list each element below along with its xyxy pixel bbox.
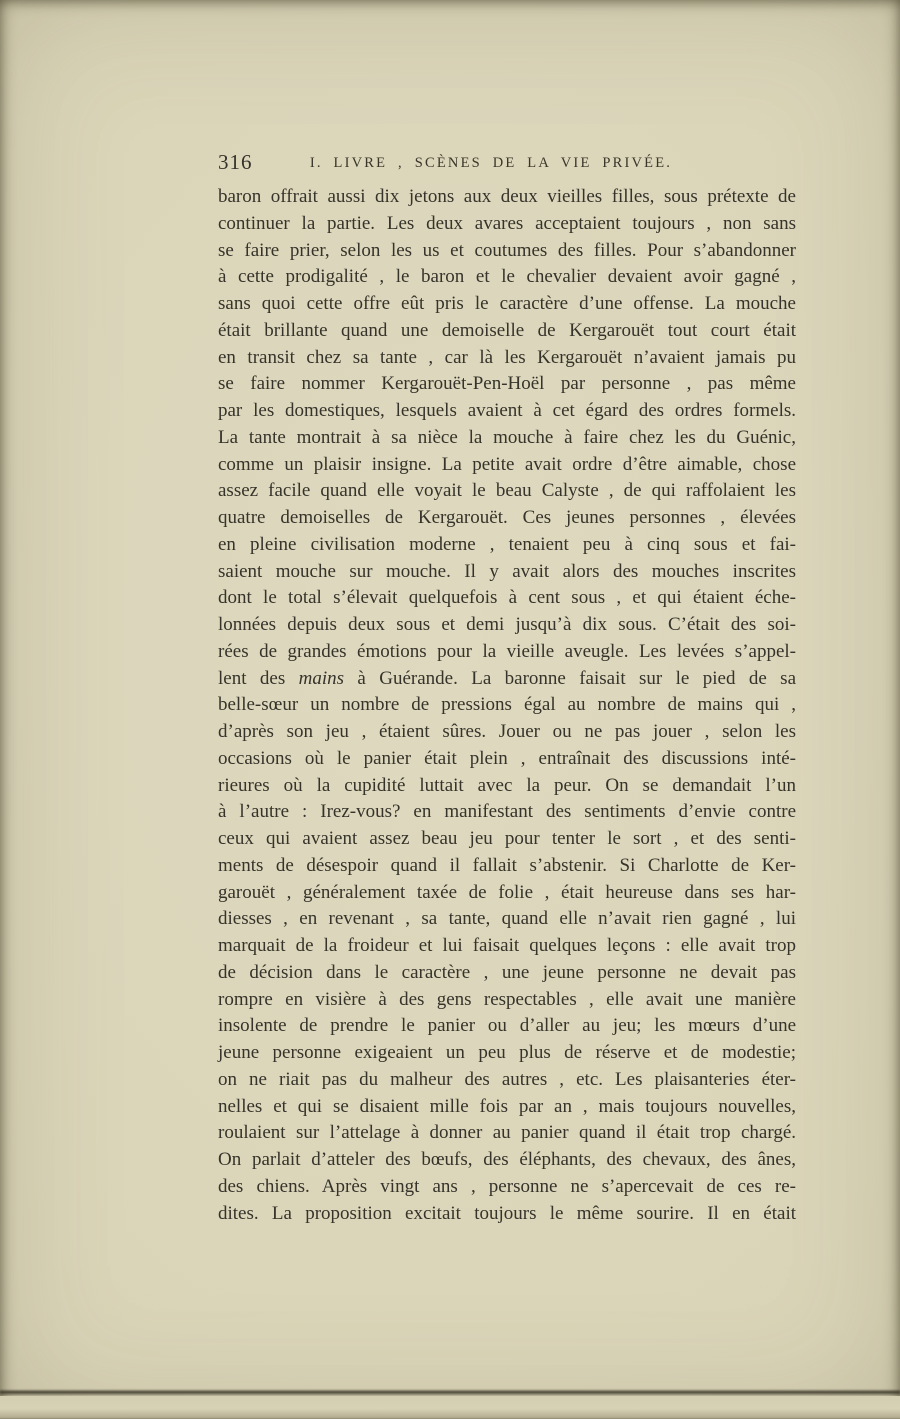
text-line: en pleine civilisation moderne , tenaient peu à cinq sous et fai- — [218, 533, 796, 555]
text-line: se faire nommer Kergarouët-Pen-Hoël par personne , pas même — [218, 373, 796, 395]
text-line: quatre demoiselles de Kergarouët. Ces jeunes personnes , élevées — [218, 507, 796, 528]
text-line: de décision dans le caractère , une jeune personne ne devait pas — [218, 961, 796, 983]
text-line: rompre en visière à des gens respectables , elle avait une manière — [218, 988, 796, 1010]
text-line: assez facile quand elle voyait le beau Calyste , de qui raffolaient les — [218, 480, 796, 502]
text-line: occasions où le panier était plein , entraînait des discussions inté- — [218, 747, 796, 769]
text-line: dites. La proposition excitait toujours le même sourire. Il en était — [218, 1202, 796, 1224]
text-line: jeune personne exigeaient un peu plus de réserve et de modestie; — [218, 1042, 796, 1063]
text-line: était brillante quand une demoiselle de Kergarouët tout court était — [218, 319, 796, 341]
text-line: belle-sœur un nombre de pressions égal au nombre de mains qui , — [218, 694, 796, 716]
text-segment: lent des — [218, 667, 299, 689]
text-line: diesses , en revenant , sa tante, quand elle n’avait rien gagné , lui — [218, 908, 796, 930]
text-line: par les domestiques, lesquels avaient à cet égard des ordres formels. — [218, 400, 796, 421]
text-line: garouët , généralement taxée de folie , était heureuse dans ses har- — [218, 881, 796, 903]
text-segment: à Guérande. La baronne faisait sur le pied de sa — [344, 667, 797, 689]
text-line: on ne riait pas du malheur des autres , etc. Les plaisanteries éter- — [218, 1068, 796, 1090]
text-line: d’après son jeu , étaient sûres. Jouer ou ne pas jouer , selon les — [218, 721, 796, 742]
text-line: à l’autre : Irez-vous? en manifestant des sentiments d’envie contre — [218, 801, 796, 823]
page-number: 316 — [218, 150, 253, 174]
text-line: des chiens. Après vingt ans , personne ne s’apercevait de ces re- — [218, 1175, 796, 1197]
page-header — [218, 150, 796, 176]
text-line: se faire prier, selon les us et coutumes des filles. Pour s’abandonner — [218, 239, 796, 261]
text-line: sans quoi cette offre eût pris le caractère d’une offense. La mouche — [218, 293, 796, 314]
text-line: La tante montrait à sa nièce la mouche à faire chez les du Guénic, — [218, 426, 796, 448]
running-header: I. LIVRE , SCÈNES DE LA VIE PRIVÉE. — [309, 155, 673, 171]
text-line: lonnées depuis deux sous et demi jusqu’à dix sous. C’était des soi- — [218, 614, 796, 635]
text-line: baron offrait aussi dix jetons aux deux vieilles filles, sous prétexte de — [218, 186, 796, 207]
text-line: à cette prodigalité , le baron et le chevalier devaient avoir gagné , — [218, 266, 796, 288]
text-line: continuer la partie. Les deux avares acceptaient toujours , non sans — [218, 212, 796, 234]
text-line: en transit chez sa tante , car là les Kergarouët n’avaient jamais pu — [218, 346, 796, 368]
text-line: rées de grandes émotions pour la vieille aveugle. Les levées s’appel- — [218, 640, 796, 662]
text-line: ceux qui avaient assez beau jeu pour tenter le sort , et des senti- — [218, 828, 796, 849]
scan-bottom-margin — [0, 1396, 900, 1419]
text-line: insolente de prendre le panier ou d’aller au jeu; les mœurs d’une — [218, 1015, 796, 1037]
paragraph-text — [218, 184, 796, 1227]
text-line: ments de désespoir quand il fallait s’abstenir. Si Charlotte de Ker- — [218, 854, 796, 876]
text-line: comme un plaisir insigne. La petite avait ordre d’être aimable, chose — [218, 453, 796, 475]
text-line — [218, 666, 796, 693]
text-line: roulaient sur l’attelage à donner au panier quand il était trop chargé. — [218, 1122, 796, 1144]
text-line: nelles et qui se disaient mille fois par an , mais toujours nouvelles, — [218, 1095, 796, 1117]
scan-bottom-edge-line — [0, 1389, 900, 1396]
text-line: rieures où la cupidité luttait avec la peur. On se demandait l’un — [218, 774, 796, 796]
italic-word: mains — [298, 667, 345, 689]
text-line: dont le total s’élevait quelquefois à cent sous , et qui étaient éche- — [218, 587, 796, 609]
text-line: marquait de la froideur et lui faisait quelques leçons : elle avait trop — [218, 935, 796, 956]
text-line: On parlait d’atteler des bœufs, des éléphants, des chevaux, des ânes, — [218, 1149, 796, 1170]
text-line: saient mouche sur mouche. Il y avait alors des mouches inscrites — [218, 560, 796, 582]
